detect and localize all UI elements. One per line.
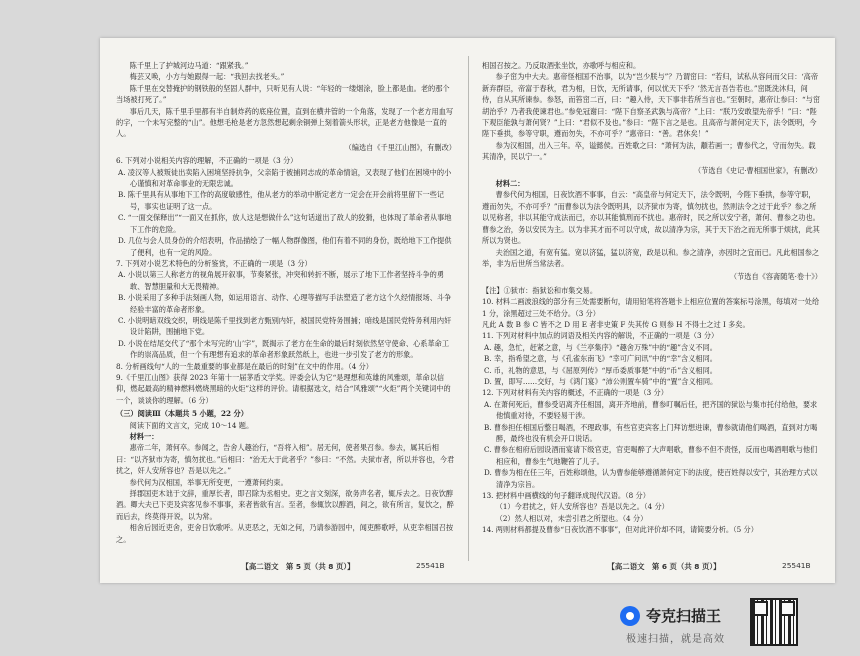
page-6-footer-label: 【高二语文 第 6 页（共 8 页）】 xyxy=(607,562,721,571)
page-5 xyxy=(116,60,456,545)
question-13-item: （1）今君扰之，奸人安所容也？吾是以先之。（4 分） xyxy=(495,502,669,512)
material-2-label: 材料二： xyxy=(495,179,525,189)
question-option: B. 陈千里具有从事地下工作的高度敏感性，他从老方的举动中断定老方一定会在开会前将里留下一些记号，事实也证明了这一点。 xyxy=(118,190,445,211)
question-10: 10. 材料二画波浪线的部分有三处需要断句，请用铅笔将答题卡上相应位置的答案标号涂黑，每填对一处给 1 分，涂黑超过三处不给分。（3 分） xyxy=(482,297,820,318)
story-excerpt xyxy=(116,60,456,140)
question-option: D. 曹参为相在任三年，百姓称颂他，认为曹参能够遵循萧何定下的法度，使百姓得以安宁，其治理方式以清净为宗旨。 xyxy=(484,468,818,489)
story-line: 陈千里上了护城河边马道：“跟紧我。” xyxy=(129,61,249,70)
material-1-continued: 相国召按之。乃反取酒张坐饮，亦歌呼与相应和。 xyxy=(482,61,641,70)
story-line: 事后几天，陈千里手里都有半自制炸药的底座位置，直到在横井管的一个角落，发现了一个老方用血写的字，一个未写完整的“山”。他想毛枪是老方忽然想起剩余铜弹上刻着箭头形状，正是老方他像是一直的人。 xyxy=(116,106,454,139)
question-option: C. “一面交保释出”“一面又在抓你，放人这是想做什么”这句话道出了敌人的狡猾，也体现了革命者从事地下工作的危险。 xyxy=(118,213,452,234)
material-1-label: 材料一： xyxy=(129,432,159,441)
question-7-stem: 7. 下列对小说艺术特色的分析鉴赏，不正确的一项是（3 分） xyxy=(116,258,312,268)
scanner-logo-icon xyxy=(620,606,640,626)
question-option: C. 币，礼物的意思，与《屈原列传》“厚币委质事楚”中的“币”含义相同。 xyxy=(484,365,717,375)
question-10-sentence: 凡此 A 数 B 参 C 皆不之 D 用 E 者非史策 F 失其传 G 则参 H 不得士之过 I 多矣。 xyxy=(482,319,750,329)
question-option: B. 幸，指希望之意，与《孔雀东南飞》“幸可广问讯”中的“幸”含义相同。 xyxy=(484,354,717,364)
material-1-continued: 参为汉相国，出入三年。卒，谥懿侯。百姓歌之曰：“萧何为法，顜若画一；曹参代之，守而勿失。载其清净，民以宁一。” xyxy=(482,140,816,162)
page-5-footer-label: 【高二语文 第 5 页（共 8 页）】 xyxy=(241,562,355,571)
page-5-footer-code: 25541B xyxy=(416,561,445,570)
question-14: 14. 两则材料都提及曹参“日夜饮酒不事事”，但对此评价却不同，请简要分析。（5 分） xyxy=(482,525,758,535)
scanned-exam-sheet xyxy=(100,38,835,583)
material-2-line: 夫治国之道，有宽有猛。宽以济猛，猛以济宽，政是以和。参之清净，亦因时之宜而已。凡此相国参之举，非为后世所当常法者。 xyxy=(482,247,820,268)
question-option: D. 置，即写……交好，与《鸿门宴》“沛公则置车骑”中的“置”含义相同。 xyxy=(484,376,718,386)
question-option: A. 在萧何死后，曹参受诏离齐任相国，离开齐地前，曹参叮嘱后任，把齐国的狱讼与集市托付给他，要求他慎重对待，不要轻易干涉。 xyxy=(484,399,818,421)
source-note: （节选自《史记·曹相国世家》，有删改） xyxy=(693,165,822,175)
story-line: 梅芸又唤，小方与她跟得一起：“我回去找老头。” xyxy=(129,72,285,82)
scanner-watermark-subtitle: 极速扫描，就是高效 xyxy=(626,634,725,645)
material-1-line: 参代何为汉相国，举事无所变更，一遵萧何约束。 xyxy=(129,477,288,487)
question-option: A. 趣，急忙，赶紧之意，与《兰亭集序》“趣舍万殊”中的“趣”含义不同。 xyxy=(484,342,717,352)
page-6-footer-code: 25541B xyxy=(782,561,811,570)
story-line: 陈千里在交替掩护的钢铁般的坚固人群中，只听见有人说：“年轻的一缕烟涂，脸上都是血。老的那个当场被打死了。” xyxy=(116,83,450,105)
qr-code-icon xyxy=(750,598,798,646)
question-option: D. 几位与会人员身份的介绍表明，作品描绘了一幅人物群像图，他们有着不同的身份，既给地下工作提供了便利，也有一定的风险。 xyxy=(118,236,452,257)
section-3-intro: 阅读下面的文言文，完成 10～14 题。 xyxy=(129,420,254,430)
question-option: A. 小说以第三人称老方的视角展开叙事，节奏紧张，冲突和转折不断，展示了地下工作者坚持斗争的勇敢、智慧胆量和大无畏精神。 xyxy=(118,270,445,291)
question-6-stem: 6. 下列对小说相关内容的理解，不正确的一项是（3 分） xyxy=(116,156,298,166)
question-option: B. 曹参担任相国后整日喝酒，不理政事，有些官吏宾客上门拜访想进谏，曹参就请他们喝酒，直到对方喝醉，最终也没有机会开口说话。 xyxy=(484,422,818,443)
material-1-continued: 参子窋为中大夫。惠帝怪相国不治事，以为“岂少朕与”？乃谓窋曰：“若归，试私从容问而父曰：‘高帝新弃群臣，帝富于春秋，君为相，日饮，无所请事，何以忧天下乎？’然无言吾告若也。”窋既洗沐归，间侍，自从其所谏参。参怒，而笞窋二百，曰：“趣入侍，天下事非若所当言也。”至朝时，惠帝让参曰：“与窋胡治乎？乃者我使谏君也。”参免冠谢曰：“陛下自察圣武孰与高帝？”上曰：“朕乃安敢望先帝乎！”曰：“陛下观臣能孰与萧何贤？”上曰：“君似不及也。”参曰：“陛下言之是也。且高帝与萧何定天下，法令既明，今陛下垂拱，参等守职，遵而勿失，不亦可乎？”惠帝曰：“善。君休矣！” xyxy=(482,72,821,139)
question-13-item: （2）然人相以对，未尝引君之所望也。（4 分） xyxy=(495,513,648,523)
material-1-line: 惠帝二年，萧何卒。参闻之，告舍人趣治行，“吾将入相”。居无何，使者果召参。参去，属其后相曰：“以齐狱市为寄，慎勿扰也。”后相曰：“治无大于此者乎？”参曰：“不然。夫狱市者，所以并容也，今君扰之，奸人安所容也？吾是以先之。” xyxy=(116,443,455,476)
page-divider xyxy=(468,56,469,561)
question-option: D. 小说在结尾交代了“那个未写完的‘山’字”，既揭示了老方在生命的最后时刻依然坚守使命、心系革命工作的崇高品质，但一个有理想有追求的革命者形象跃然纸上，也进一步引发了老方的形象。 xyxy=(118,338,450,360)
question-option: C. 小说明暗双线交织，明线是陈千里找到老方甄别内奸，被国民党特务围捕；暗线是国民党特务利用内奸设计陷阱，围捕地下党。 xyxy=(118,315,452,337)
source-note: （节选自《容斋随笔·卷十》） xyxy=(729,272,822,282)
question-11-stem: 11. 下列对材料中加点的词语及相关内容的解说，不正确的一项是（3 分） xyxy=(482,331,719,341)
question-13-stem: 13. 把材料中画横线的句子翻译成现代汉语。（8 分） xyxy=(482,491,650,501)
source-note: （编选自《千里江山图》，有删改） xyxy=(344,142,456,152)
question-option: C. 曹参在相府后园设酒而宴请下级官吏，官吏喝醉了大声唱歌，曹参不但不责怪，反而也喝酒唱歌与他们相应和，曹参生气地鞭笞了儿子。 xyxy=(484,445,818,466)
scanner-watermark-title: 夸克扫描王 xyxy=(646,607,722,625)
question-12-stem: 12. 下列对材料有关内容的概述，不正确的一项是（3 分） xyxy=(482,388,668,398)
question-8: 8. 分析画线句“人的一生最重要的事业都是在最后的时刻”在文中的作用。（4 分） xyxy=(116,361,373,371)
material-1-line: 择郡国吏木诎于文辞，重厚长者，即召除为丞相史。吏之言文刻深，欲务声名者，辄斥去之。日夜饮醇酒。卿大夫已下吏及宾客见参不事事，来者皆欲有言。至者，参辄饮以醇酒，间之，欲有所言，复饮之，醉而后去，终莫得开说，以为常。 xyxy=(116,489,454,521)
annotation-note: 【注】①狱市：指狱讼和市集交易。 xyxy=(482,285,598,295)
material-2-line: 曹参代何为相国，日夜饮酒不事事，自云：“高皇帝与何定天下，法令既明，今陛下垂拱，参等守职，遵而勿失，不亦可乎？”而曹参以为法令既明具，以齐狱市为寄，慎勿扰也，然则法令之过于此乎？参之所以见称者，非以其能守成法而已，亦以其能慎刑而不扰也。惠帝时，民之所以安宁者，萧何、曹参之功也。曹参之治，务以安民为主。以为非其才而不可以守成，故以清净为宗，其于天下治之而无所事于烦扰，此其所以为贤也。 xyxy=(482,190,820,246)
section-3-title: （三）阅读Ⅲ（本题共 5 小题，22 分） xyxy=(116,409,248,419)
question-9: 9.《千里江山图》获得 2023 年第十一届茅盾文学奖。评委会认为它“是理想和英雄的风雅颂，革命以信仰，燃起最高的精神燃料燃烧黑暗的火炬”这样的评价。请根据选文，结合“风雅颂”“火炬”两个关键词中的一个，谈谈你的理解。（6 分） xyxy=(116,372,451,405)
page-6 xyxy=(482,60,822,536)
material-1-line: 相舍后园近吏舍，吏舍日饮歌呼。从吏恶之，无如之何，乃请参游园中，闻吏醉歌呼，从吏幸相国召按之。 xyxy=(116,523,454,544)
question-option: B. 小说采用了多种手法刻画人物，如运用语言、动作、心理等描写手法塑造了老方这个久经情报场、斗争经验丰富的革命者形象。 xyxy=(118,293,452,314)
question-option: A. 凌汉等人被叛徒出卖陷入困境坚持抗争，父亲陷于被捕同志成的革命情谊，又表现了他们在困境中的小心谨慎和对革命事业的无限忠诚。 xyxy=(118,167,452,189)
